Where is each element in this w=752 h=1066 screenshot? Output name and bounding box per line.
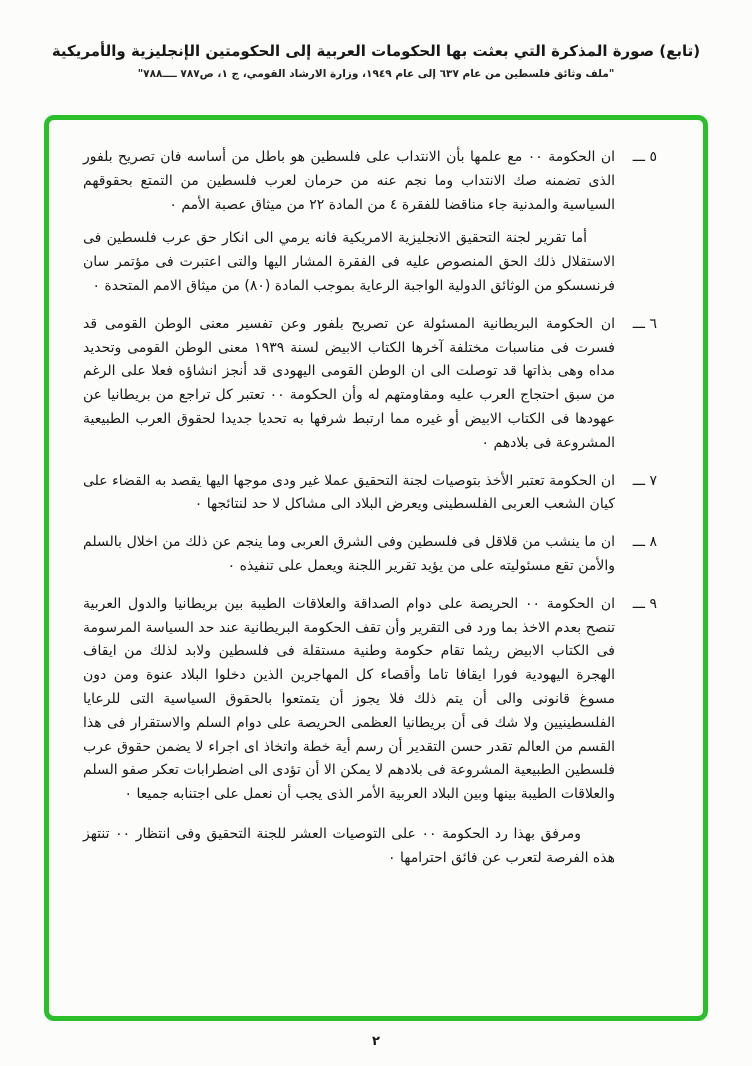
document-header <box>0 0 752 80</box>
item-paragraph: ان الحكومة البريطانية المسئولة عن تصريح بلفور وعن تفسير معنى الوطن القومى قد فسرت فى مناسبات مختلفة آخرها الكتاب الابيض لسنة ١٩٣٩ معنى الوطن القومى وتحديد مداه وهى بذاتها قد توصلت الى ان الوطن القومى اليهودى قد أنجز انشاؤه فعلا على الرغم من سبق احتجاج العرب عليه ومقاومتهم له وأن الحكومة ٠٠ تعتبر كل تراجع من بريطانيا عن عهودها فى الكتاب الابيض أو غيره مما ارتبط شرفها به تحديا جديدا لحقوق العرب الطبيعية المشروعة فى بلادهم ٠ <box>83 315 615 451</box>
item-body <box>83 593 615 807</box>
item-body <box>83 313 615 456</box>
memo-item-7 <box>83 470 657 518</box>
page-number: ٢ <box>372 1034 380 1049</box>
memo-item-5 <box>83 146 657 299</box>
item-paragraph: ان ما ينشب من قلاقل فى فلسطين وفى الشرق العربى وما ينجم عن ذلك من اخلال بالسلم والأمن تقع مسئوليته على من يؤيد تقرير اللجنة ويعمل على تنفيذه ٠ <box>83 534 615 574</box>
item-paragraph: أما تقرير لجنة التحقيق الانجليزية الامريكية فانه يرمي الى انكار حق عرب فلسطين فى الاستقلال ذلك الحق المنصوص عليه فى الفقرة المشار اليها والتى اعتبرت فى مؤتمر سان فرنسسكو من الوثائق الدولية الواجبة الرعاية بموجب المادة (٨٠) من ميثاق الامم المتحدة ٠ <box>83 230 615 294</box>
item-number: ٥ ـــ <box>632 149 657 165</box>
item-paragraph: ان الحكومة ٠٠ الحريصة على دوام الصداقة والعلاقات الطيبة بين بريطانيا والدول العربية تنصح بعدم الاخذ بما ورد فى التقرير وأن تقف الحكومة البريطانية عند حد السياسة المرسومة فى الكتاب الابيض ريثما تقام حكومة وطنية مستقلة فى فلسطين ولابد لذلك من ايقاف الهجرة اليهودية فورا ايقافا تاما وأقصاء كل المهاجرين الذين دخلوا البلاد عنوة ومن دون مسوغ قانونى والى أن يتم ذلك فلا يجوز أن يتمتعوا بالحقوق السياسية التى للرعايا الفلسطينيين ولا شك فى أن بريطانيا العظمى الحريصة على دوام السلم والاستقرار فى هذا القسم من العالم تقدر حسن التقدير أن رسم أية خطة واتخاذ اى اجراء لا يضمن حقوق عرب فلسطين الطبيعية المشروعة فى بلادهم لا يمكن الا أن تؤدى الى اضطرابات تعكر صفو السلم والعلاقات الطيبة بينها وبين البلاد العربية الأمر الذى يجب أن نعمل على اجتنابه جميعا ٠ <box>83 595 615 803</box>
item-body <box>83 531 615 579</box>
item-paragraph: ان الحكومة تعتبر الأخذ بتوصيات لجنة التحقيق عملا غير ودى موجها اليها يقصد به القضاء على كيان الشعب العربى الفلسطينى ويعرض البلاد الى مشاكل لا حد لنتائجها ٠ <box>83 472 615 513</box>
green-border-frame <box>44 115 708 1021</box>
document-title: (تابع) صورة المذكرة التي بعثت بها الحكومات العربية إلى الحكومتين الإنجليزية والأمريكية <box>51 42 701 60</box>
item-number: ٦ ـــ <box>632 315 657 332</box>
closing-paragraph: ومرفق بهذا رد الحكومة ٠٠ على التوصيات العشر للجنة التحقيق وفى انتظار ٠٠ تنتهز هذه الفرصة لتعرب عن فائق احترامها ٠ <box>83 825 615 866</box>
memo-item-9 <box>83 593 657 807</box>
item-number: ٧ ـــ <box>632 472 657 489</box>
item-body <box>83 470 615 518</box>
item-number: ٩ ـــ <box>632 595 657 612</box>
item-paragraph: ان الحكومة ٠٠ مع علمها بأن الانتداب على فلسطين هو باطل من أساسه فان تصريح بلفور الذى تضمنه صك الانتداب وما نجم عنه من حرمان لعرب فلسطين من التمتع بحقوقهم السياسية والمدنية جاء مناقضا للفقرة ٤ من المادة ٢٢ من ميثاق عصبة الأمم ٠ <box>83 149 615 213</box>
item-number: ٨ ـــ <box>632 534 657 551</box>
memo-item-6 <box>83 313 657 456</box>
memo-item-8 <box>83 531 657 579</box>
item-body <box>83 146 615 299</box>
source-citation: "ملف وثائق فلسطين من عام ٦٣٧ إلى عام ١٩٤٩، وزارة الارشاد القومي، ج ١، ص٧٨٧ ــــ٧٨٨" <box>137 68 615 80</box>
